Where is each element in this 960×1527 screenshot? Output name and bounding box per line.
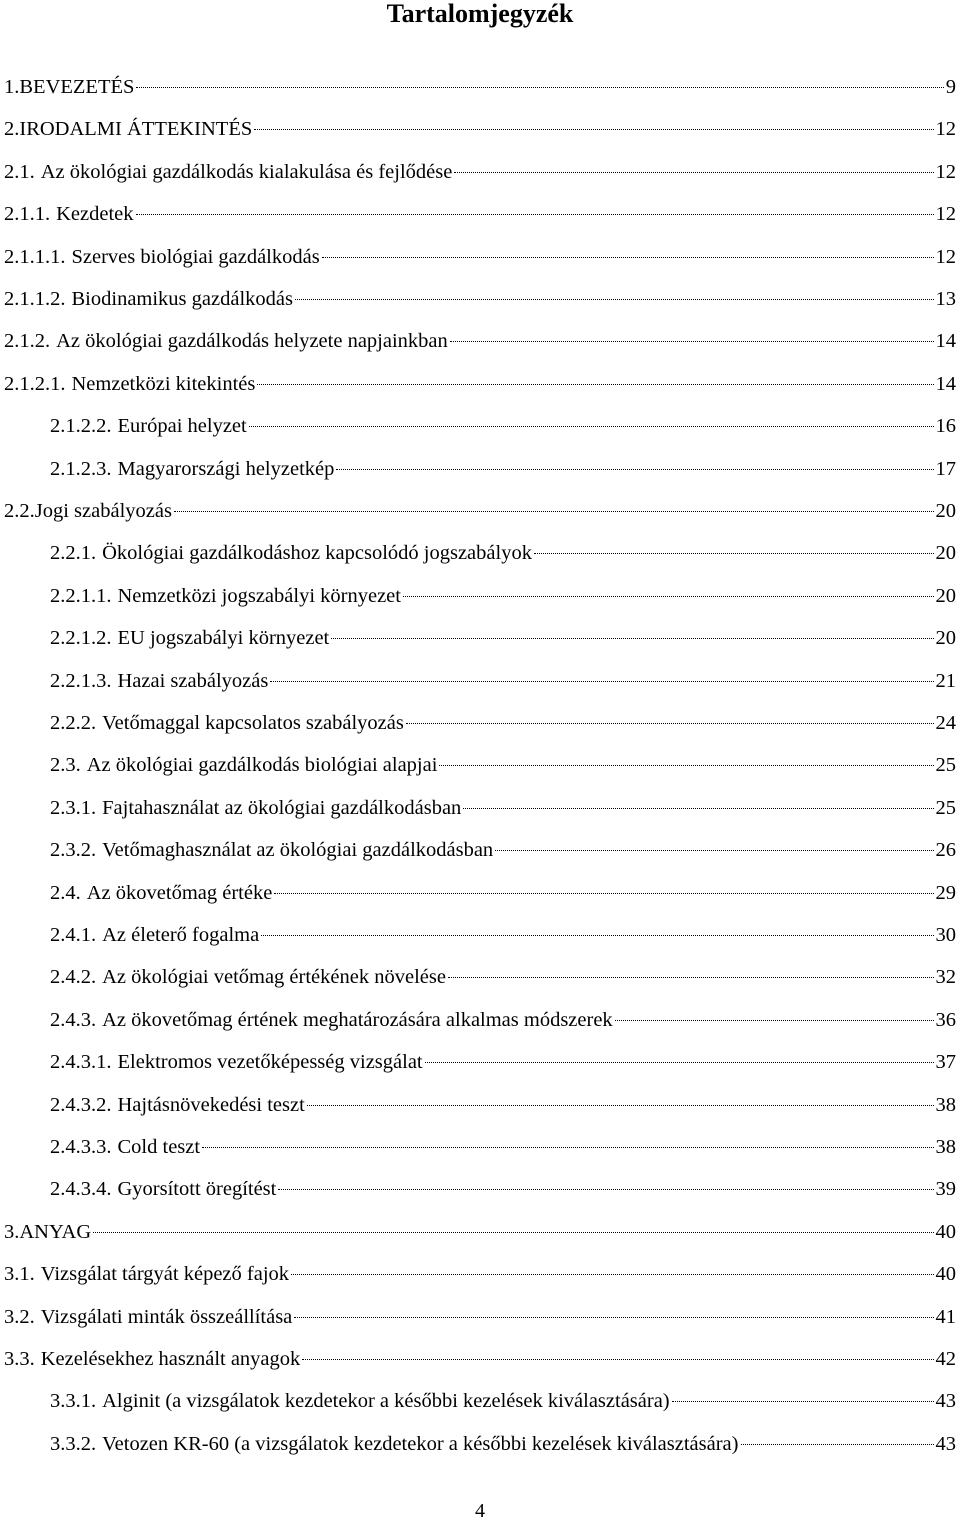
toc-entry-title: Vizsgálat tárgyát képező fajok [40,1263,290,1286]
dot-leader [336,469,933,470]
toc-entry-number: 2.2.2. [50,712,97,734]
dot-leader [136,214,934,215]
toc-entry[interactable] [50,1386,960,1416]
toc-entry-number: 3.ANYAG [4,1220,92,1243]
toc-entry-number: 2.4.3. [50,1008,97,1031]
toc-entry-number: 2.3.2. [50,839,97,862]
toc-entry-page: 21 [935,669,956,692]
toc-entry[interactable] [50,835,960,865]
toc-entry-page: 25 [935,796,956,819]
toc-entry[interactable] [4,1302,960,1332]
toc-entry-page: 24 [935,712,956,734]
dot-leader [331,638,933,639]
toc-entry-title: Az ökológiai gazdálkodás biológiai alapjai [86,754,438,777]
toc-entry-page: 9 [945,76,956,98]
toc-entry[interactable] [50,1132,960,1162]
dot-leader [615,1020,934,1021]
toc-entry-page: 26 [935,839,956,862]
dot-leader [534,553,934,554]
toc-entry-number: 1.BEVEZETÉS [4,76,135,98]
toc-entry-number: 2.4.3.2. [50,1093,112,1116]
toc-entry-title: Hajtásnövekedési teszt [117,1093,305,1116]
toc-entry-page: 40 [935,1220,956,1243]
toc-entry-page: 14 [935,372,956,395]
toc-entry[interactable] [4,496,960,526]
toc-entry[interactable] [50,538,960,568]
toc-entry[interactable] [4,1217,960,1247]
dot-leader [302,1359,933,1360]
toc-entry-title: Az ökovetőmag értéke [86,881,273,904]
toc-entry[interactable] [50,1429,960,1459]
dot-leader [295,299,934,300]
dot-leader [450,341,934,342]
toc-entry-number: 2.3.1. [50,796,97,819]
toc-entry[interactable] [50,666,960,696]
toc-entry-title: Kezdetek [56,203,134,226]
toc-entry-page: 20 [935,542,956,565]
toc-entry-title: Az ökológiai gazdálkodás helyzete napjainkban [56,330,448,353]
toc-entry-number: 2.1.1.2. [4,288,66,310]
toc-entry[interactable] [50,411,960,441]
toc-entry-page: 12 [935,160,956,183]
toc-entry-page: 13 [935,288,956,310]
toc-entry-number: 2.1.2. [4,330,51,353]
toc-entry[interactable] [50,1047,960,1077]
toc-entry-page: 39 [935,1178,956,1201]
dot-leader [454,172,933,173]
dot-leader [425,1062,934,1063]
toc-entry-number: 2.2.Jogi szabályozás [4,500,172,522]
toc-entry[interactable] [4,326,960,356]
toc-entry-number: 2.3. [50,754,81,777]
toc-entry-title: Vetőmaggal kapcsolatos szabályozás [102,712,404,734]
toc-entry-page: 42 [935,1348,956,1370]
toc-entry-page: 43 [935,1390,956,1413]
toc-entry-number: 3.3. [4,1348,35,1370]
toc-entry-number: 2.2.1.3. [50,669,112,692]
dot-leader [257,384,933,385]
toc-entry[interactable] [50,1005,960,1035]
toc-entry-title: Vetőmaghasználat az ökológiai gazdálkodásban [102,839,494,862]
toc-entry-title: EU jogszabályi környezet [117,627,330,650]
toc-entry-number: 2.4.3.3. [50,1136,112,1158]
dot-leader [278,1189,933,1190]
dot-leader [270,681,933,682]
toc-entry-number: 2.4.3.1. [50,1051,112,1074]
toc-entry-page: 43 [935,1432,956,1455]
toc-entry[interactable] [4,114,960,144]
toc-entry-title: Elektromos vezetőképesség vizsgálat [117,1051,423,1074]
toc-entry-page: 12 [935,203,956,226]
toc-entry[interactable] [50,454,960,484]
toc-entry-page: 20 [935,500,956,522]
toc-entry-title: Hazai szabályozás [117,669,269,692]
toc-entry-page: 36 [935,1008,956,1031]
toc-entry-page: 20 [935,627,956,650]
toc-entry-number: 2.IRODALMI ÁTTEKINTÉS [4,118,253,141]
toc-entry-number: 2.4.1. [50,924,97,946]
toc-entry[interactable] [4,369,960,399]
toc-entry[interactable] [4,157,960,187]
toc-entry-number: 2.1. [4,160,35,183]
toc-entry-page: 29 [935,881,956,904]
toc-entry-number: 2.2.1.2. [50,627,112,650]
toc-entry[interactable] [50,623,960,653]
toc-entry-title: Magyarországi helyzetkép [117,457,335,480]
toc-entry[interactable] [4,284,960,314]
toc-entry-title: Kezelésekhez használt anyagok [40,1348,301,1370]
toc-entry-number: 3.3.2. [50,1432,97,1455]
toc-entry-number: 2.2.1. [50,542,97,565]
dot-leader [406,723,934,724]
toc-entry-title: Vizsgálati minták összeállítása [40,1305,293,1328]
toc-entry-number: 2.1.1.1. [4,245,66,268]
toc-entry-page: 17 [935,457,956,480]
toc-entry-number: 3.1. [4,1263,35,1286]
toc-entry-page: 12 [935,245,956,268]
dot-leader [249,426,934,427]
toc-entry-title: Szerves biológiai gazdálkodás [71,245,320,268]
toc-entry-page: 38 [935,1093,956,1116]
toc-entry[interactable] [50,1174,960,1204]
toc-entry-number: 2.4.3.4. [50,1178,112,1201]
toc-entry-number: 2.2.1.1. [50,584,112,607]
toc-entry-page: 41 [935,1305,956,1328]
dot-leader [322,257,934,258]
toc-entry-number: 2.4.2. [50,966,97,989]
toc-entry[interactable] [50,962,960,992]
dot-leader [307,1105,934,1106]
toc-entry-page: 16 [935,415,956,438]
toc-entry-number: 2.1.2.1. [4,372,66,395]
toc-entry[interactable] [4,72,960,102]
dot-leader [291,1274,933,1275]
toc-entry[interactable] [4,199,960,229]
dot-leader [294,1317,933,1318]
toc-entry-number: 2.1.2.2. [50,415,112,438]
toc-entry-title: Az ökológiai gazdálkodás kialakulása és fejlődése [40,160,453,183]
toc-entry[interactable] [50,878,960,908]
toc-entry-title: Alginit (a vizsgálatok kezdetekor a későbbi kezelések kiválasztására) [102,1390,670,1413]
dot-leader [274,893,933,894]
dot-leader [261,935,933,936]
toc-entry-page: 14 [935,330,956,353]
toc-entry[interactable] [50,581,960,611]
toc-entry-number: 2.1.1. [4,203,51,226]
dot-leader [439,765,933,766]
toc-entry-number: 2.4. [50,881,81,904]
toc-entry-title: Vetozen KR-60 (a vizsgálatok kezdetekor a későbbi kezelések kiválasztására) [102,1432,739,1455]
toc-entry[interactable] [50,793,960,823]
toc-entry-page: 25 [935,754,956,777]
dot-leader [254,129,933,130]
toc-entry-title: Nemzetközi kitekintés [71,372,256,395]
toc-entry-title: Fajtahasználat az ökológiai gazdálkodásban [102,796,462,819]
toc-entry[interactable] [4,242,960,272]
dot-leader [202,1147,933,1148]
dot-leader [463,808,933,809]
toc-entry-page: 38 [935,1136,956,1158]
toc-entry-number: 2.1.2.3. [50,457,112,480]
dot-leader [448,977,934,978]
page-title: Tartalomjegyzék [386,0,574,28]
dot-leader [93,1232,933,1233]
page-number: 4 [475,1500,485,1522]
dot-leader [741,1444,934,1445]
toc-entry-title: Gyorsított öregítést [117,1178,277,1201]
dot-leader [403,596,934,597]
toc-entry-title: Nemzetközi jogszabályi környezet [117,584,401,607]
dot-leader [672,1401,934,1402]
toc-entry-title: Biodinamikus gazdálkodás [71,288,293,310]
toc-entry-title: Az ökológiai vetőmag értékének növelése [102,966,446,989]
toc-entry[interactable] [50,708,960,738]
toc-entry-title: Ökológiai gazdálkodáshoz kapcsolódó jogszabályok [102,542,532,565]
toc-entry-page: 20 [935,584,956,607]
dot-leader [136,87,943,88]
toc-entry-page: 32 [935,966,956,989]
toc-entry-title: Cold teszt [117,1136,201,1158]
toc-entry[interactable] [50,1090,960,1120]
toc-entry[interactable] [4,1344,960,1374]
toc-entry-page: 12 [935,118,956,141]
toc-entry[interactable] [50,750,960,780]
toc-entry[interactable] [4,1259,960,1289]
toc-entry-number: 3.3.1. [50,1390,97,1413]
dot-leader [174,511,934,512]
dot-leader [495,850,933,851]
toc-entry-title: Az életerő fogalma [102,924,260,946]
toc-entry-title: Az ökovetőmag értének meghatározására alkalmas módszerek [102,1008,613,1031]
toc-entry[interactable] [50,920,960,950]
toc-entry-number: 3.2. [4,1305,35,1328]
toc-entry-title: Európai helyzet [117,415,247,438]
toc-entry-page: 40 [935,1263,956,1286]
toc-entry-page: 30 [935,924,956,946]
toc-entry-page: 37 [935,1051,956,1074]
